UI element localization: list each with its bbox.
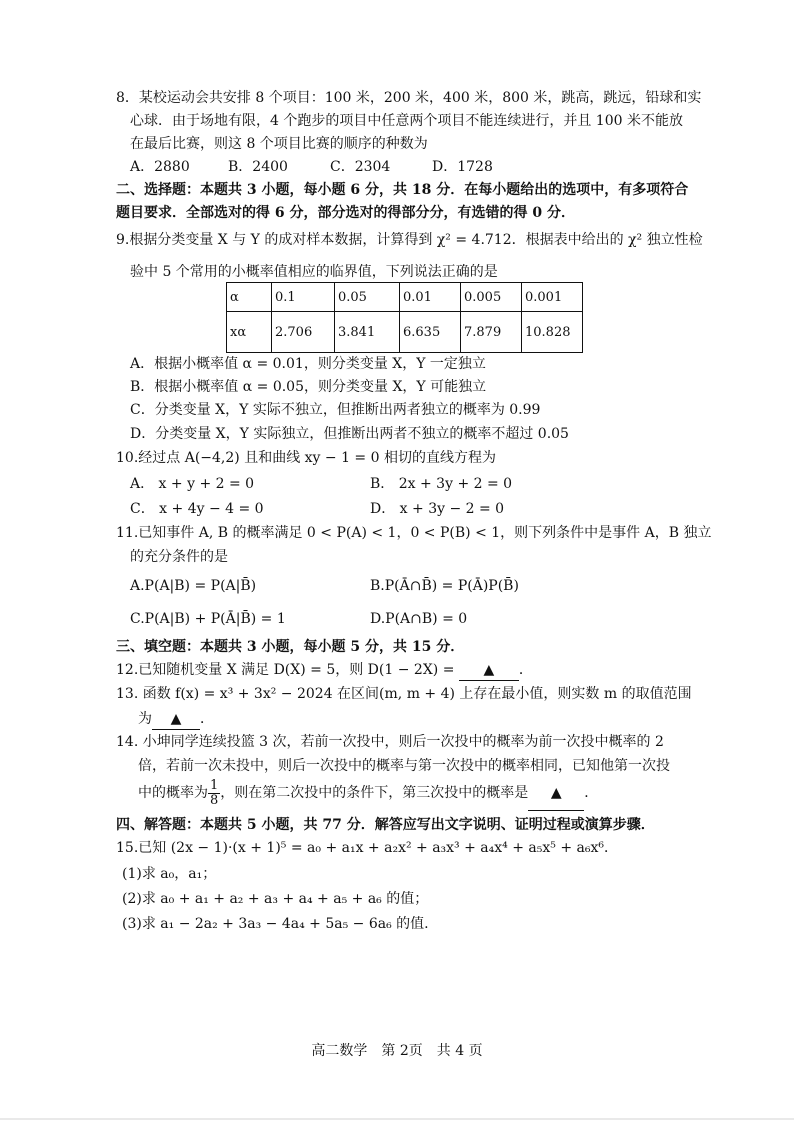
q13-suffix: ． bbox=[200, 711, 214, 727]
table-cell: 7.879 bbox=[461, 312, 522, 353]
q11-line2: 的充分条件的是 bbox=[130, 549, 228, 565]
table-cell: 2.706 bbox=[272, 312, 335, 353]
q8-option-a: A．2880 bbox=[130, 159, 190, 175]
q14-line1: 14. 小坤同学连续投篮 3 次，若前一次投中，则后一次投中的概率为前一次投中概率的 2 bbox=[116, 734, 664, 750]
q13-line1: 13. 函数 f(x) = x³ + 3x² − 2024 在区间(m, m + 4) 上存在最小值，则实数 m 的取值范围 bbox=[116, 686, 692, 702]
q12-answer-blank: ▲ bbox=[459, 660, 519, 681]
q14-line2: 倍，若前一次未投中，则后一次投中的概率与第一次投中的概率相同，已知他第一次投 bbox=[138, 758, 670, 774]
q12-suffix: ． bbox=[518, 662, 533, 678]
q8-option-c: C．2304 bbox=[330, 159, 391, 175]
q10-line1: 10.经过点 A(−4,2) 且和曲线 xy − 1 = 0 相切的直线方程为 bbox=[116, 450, 496, 466]
q9-option-a: A．根据小概率值 α = 0.01，则分类变量 X，Y 一定独立 bbox=[130, 356, 486, 372]
q14-prefix: 中的概率为 bbox=[138, 785, 208, 801]
table-cell: 6.635 bbox=[400, 312, 461, 353]
table-cell: 3.841 bbox=[335, 312, 400, 353]
q10-option-d: D． x + 3y − 2 = 0 bbox=[370, 501, 505, 517]
q12-line bbox=[116, 660, 533, 681]
q9-option-b: B．根据小概率值 α = 0.05，则分类变量 X，Y 可能独立 bbox=[130, 379, 487, 395]
critical-value-table bbox=[226, 282, 583, 353]
scan-edge-divider bbox=[0, 1118, 794, 1120]
q13-prefix: 为 bbox=[138, 711, 152, 727]
q14-answer-blank: ▲ bbox=[528, 776, 584, 811]
q11-option-a: A.P(A|B) = P(A|B̄) bbox=[130, 578, 257, 594]
section3-heading: 三、填空题：本题共 3 小题，每小题 5 分，共 15 分． bbox=[116, 639, 465, 655]
q8-line2: 心球．由于场地有限，4 个跑步的项目中任意两个项目不能连续进行，并且 100 米不能放 bbox=[130, 113, 683, 129]
q8-option-b: B．2400 bbox=[228, 159, 288, 175]
q8-line3: 在最后比赛，则这 8 个项目比赛的顺序的种数为 bbox=[130, 136, 428, 152]
fraction-numerator: 1 bbox=[210, 777, 219, 793]
q9-option-c: C．分类变量 X，Y 实际不独立，但推断出两者独立的概率为 0.99 bbox=[130, 402, 541, 418]
q9-line2: 验中 5 个常用的小概率值相应的临界值，下列说法正确的是 bbox=[130, 264, 498, 280]
q10-option-b: B． 2x + 3y + 2 = 0 bbox=[370, 476, 513, 492]
q14-line3 bbox=[138, 776, 598, 811]
q8-line1: 8．某校运动会共安排 8 个项目：100 米，200 米，400 米，800 米，跳高，跳远，铅球和实 bbox=[116, 90, 702, 106]
q11-option-c: C.P(A|B) + P(Ā|B̄) = 1 bbox=[130, 611, 286, 627]
q11-line1: 11.已知事件 A, B 的概率满足 0 < P(A) < 1，0 < P(B) < 1，则下列条件中是事件 A，B 独立 bbox=[116, 525, 712, 541]
q15-part1: (1)求 a₀，a₁； bbox=[122, 866, 217, 882]
table-cell: 10.828 bbox=[522, 312, 583, 353]
q14-fraction bbox=[208, 779, 220, 808]
section4-heading: 四、解答题：本题共 5 小题，共 77 分．解答应写出文字说明、证明过程或演算步骤． bbox=[116, 817, 655, 833]
q15-line1: 15.已知 (2x − 1)·(x + 1)⁵ = a₀ + a₁x + a₂x² + a₃x³ + a₄x⁴ + a₅x⁵ + a₆x⁶． bbox=[116, 840, 618, 856]
section2-heading: 二、选择题：本题共 3 小题，每小题 6 分，共 18 分．在每小题给出的选项中，有多项符合 bbox=[116, 182, 689, 198]
table-cell: 0.005 bbox=[461, 283, 522, 312]
q13-line2 bbox=[138, 709, 214, 730]
fraction-denominator: 8 bbox=[210, 792, 219, 808]
table-cell: xα bbox=[227, 312, 272, 353]
q8-option-d: D．1728 bbox=[432, 159, 493, 175]
q14-suffix: ． bbox=[584, 785, 599, 801]
page-footer: 高二数学 第 2页 共 4 页 bbox=[311, 1043, 483, 1059]
q15-part2: (2)求 a₀ + a₁ + a₂ + a₃ + a₄ + a₅ + a₆ 的值； bbox=[122, 891, 429, 907]
table-row bbox=[227, 283, 583, 312]
q10-option-c: C． x + 4y − 4 = 0 bbox=[130, 501, 264, 517]
q13-answer-blank: ▲ bbox=[152, 709, 200, 730]
table-row bbox=[227, 312, 583, 353]
section2-heading-cont: 题目要求．全部选对的得 6 分，部分选对的得部分分，有选错的得 0 分． bbox=[116, 205, 575, 221]
table-cell: 0.05 bbox=[335, 283, 400, 312]
q11-option-b: B.P(Ā∩B̄) = P(Ā)P(B̄) bbox=[370, 578, 519, 594]
q15-part3: (3)求 a₁ − 2a₂ + 3a₃ − 4a₄ + 5a₅ − 6a₆ 的值. bbox=[122, 916, 429, 932]
q11-option-d: D.P(A∩B) = 0 bbox=[370, 611, 468, 627]
table-cell: α bbox=[227, 283, 272, 312]
q9-option-d: D．分类变量 X，Y 实际独立，但推断出两者不独立的概率不超过 0.05 bbox=[130, 426, 569, 442]
q10-option-a: A． x + y + 2 = 0 bbox=[130, 476, 255, 492]
table-cell: 0.01 bbox=[400, 283, 461, 312]
table-cell: 0.001 bbox=[522, 283, 583, 312]
table-cell: 0.1 bbox=[272, 283, 335, 312]
q14-mid: ，则在第二次投中的条件下，第三次投中的概率是 bbox=[220, 785, 529, 801]
q9-line1: 9.根据分类变量 X 与 Y 的成对样本数据，计算得到 χ² = 4.712．根据表中给出的 χ² 独立性检 bbox=[116, 232, 703, 248]
q12-text: 12.已知随机变量 X 满足 D(X) = 5，则 D(1 − 2X) = bbox=[116, 662, 459, 678]
